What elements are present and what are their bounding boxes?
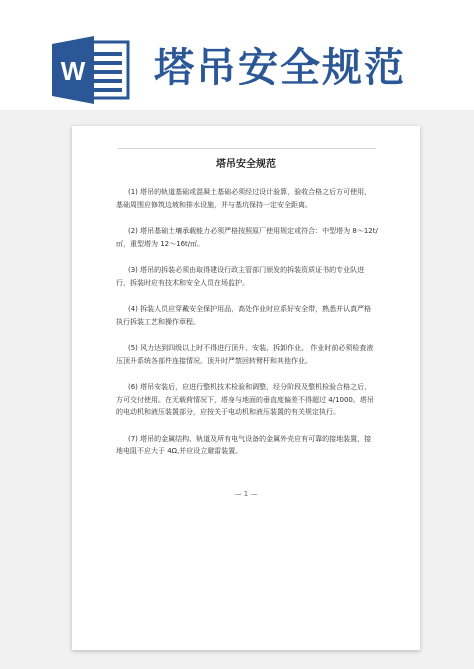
paragraph-1: (1) 塔吊的轨道基础或混凝土基础必须经过设计验算，验收合格之后方可使用，基础周围应修筑边坡和排水设施，并与基坑保持一定安全距离。	[116, 188, 372, 209]
document-page	[72, 126, 420, 650]
word-icon	[52, 36, 130, 104]
header-banner	[0, 0, 474, 110]
paragraph-2: (2) 塔吊基础土壤承载能力必须严格按照原厂使用规定或符合：中型塔为 8～12t/㎡，重型塔为 12～16t/㎡。	[116, 227, 378, 248]
document-body	[116, 186, 378, 472]
paragraph-5: (5) 风力达到四级以上时不得进行顶升、安装、拆卸作业。 作业时前必须检查液压顶升系统各部件连接情况。顶升时严禁回转臂杆和其他作业。	[116, 344, 374, 365]
paragraph-3: (3) 塔吊的拆装必须由取得建设行政主管部门颁发的拆装资质证书的专业队进行，拆装时应有技术和安全人员在场监护。	[116, 266, 365, 287]
logo-letter: W	[60, 56, 86, 86]
paragraph-7: (7) 塔吊的金属结构、轨道及所有电气设备的金属外壳应有可靠的接地装置，接地电阻不应大于 4Ω,并应设立避雷装置。	[116, 434, 372, 455]
page-top-rule	[118, 148, 376, 149]
page-number: — 1 —	[234, 490, 258, 498]
header-title: 塔吊安全规范	[154, 45, 406, 91]
paragraph-6: (6) 塔吊安装后，应进行整机技术检验和调整，经分阶段及整机检验合格之后，方可交付使用。在无载荷情况下，塔身与地面的垂直度偏差不得超过 4/1000。塔吊的电动机和液压装置部分，应按关于电动机和液压装置的有关规定执行。	[116, 383, 374, 416]
paragraph-4: (4) 拆装人员应穿戴安全保护用品，高处作业时应系好安全带，熟悉并认真严格执行拆装工艺和操作章程。	[116, 305, 372, 326]
document-title: 塔吊安全规范	[216, 159, 276, 170]
